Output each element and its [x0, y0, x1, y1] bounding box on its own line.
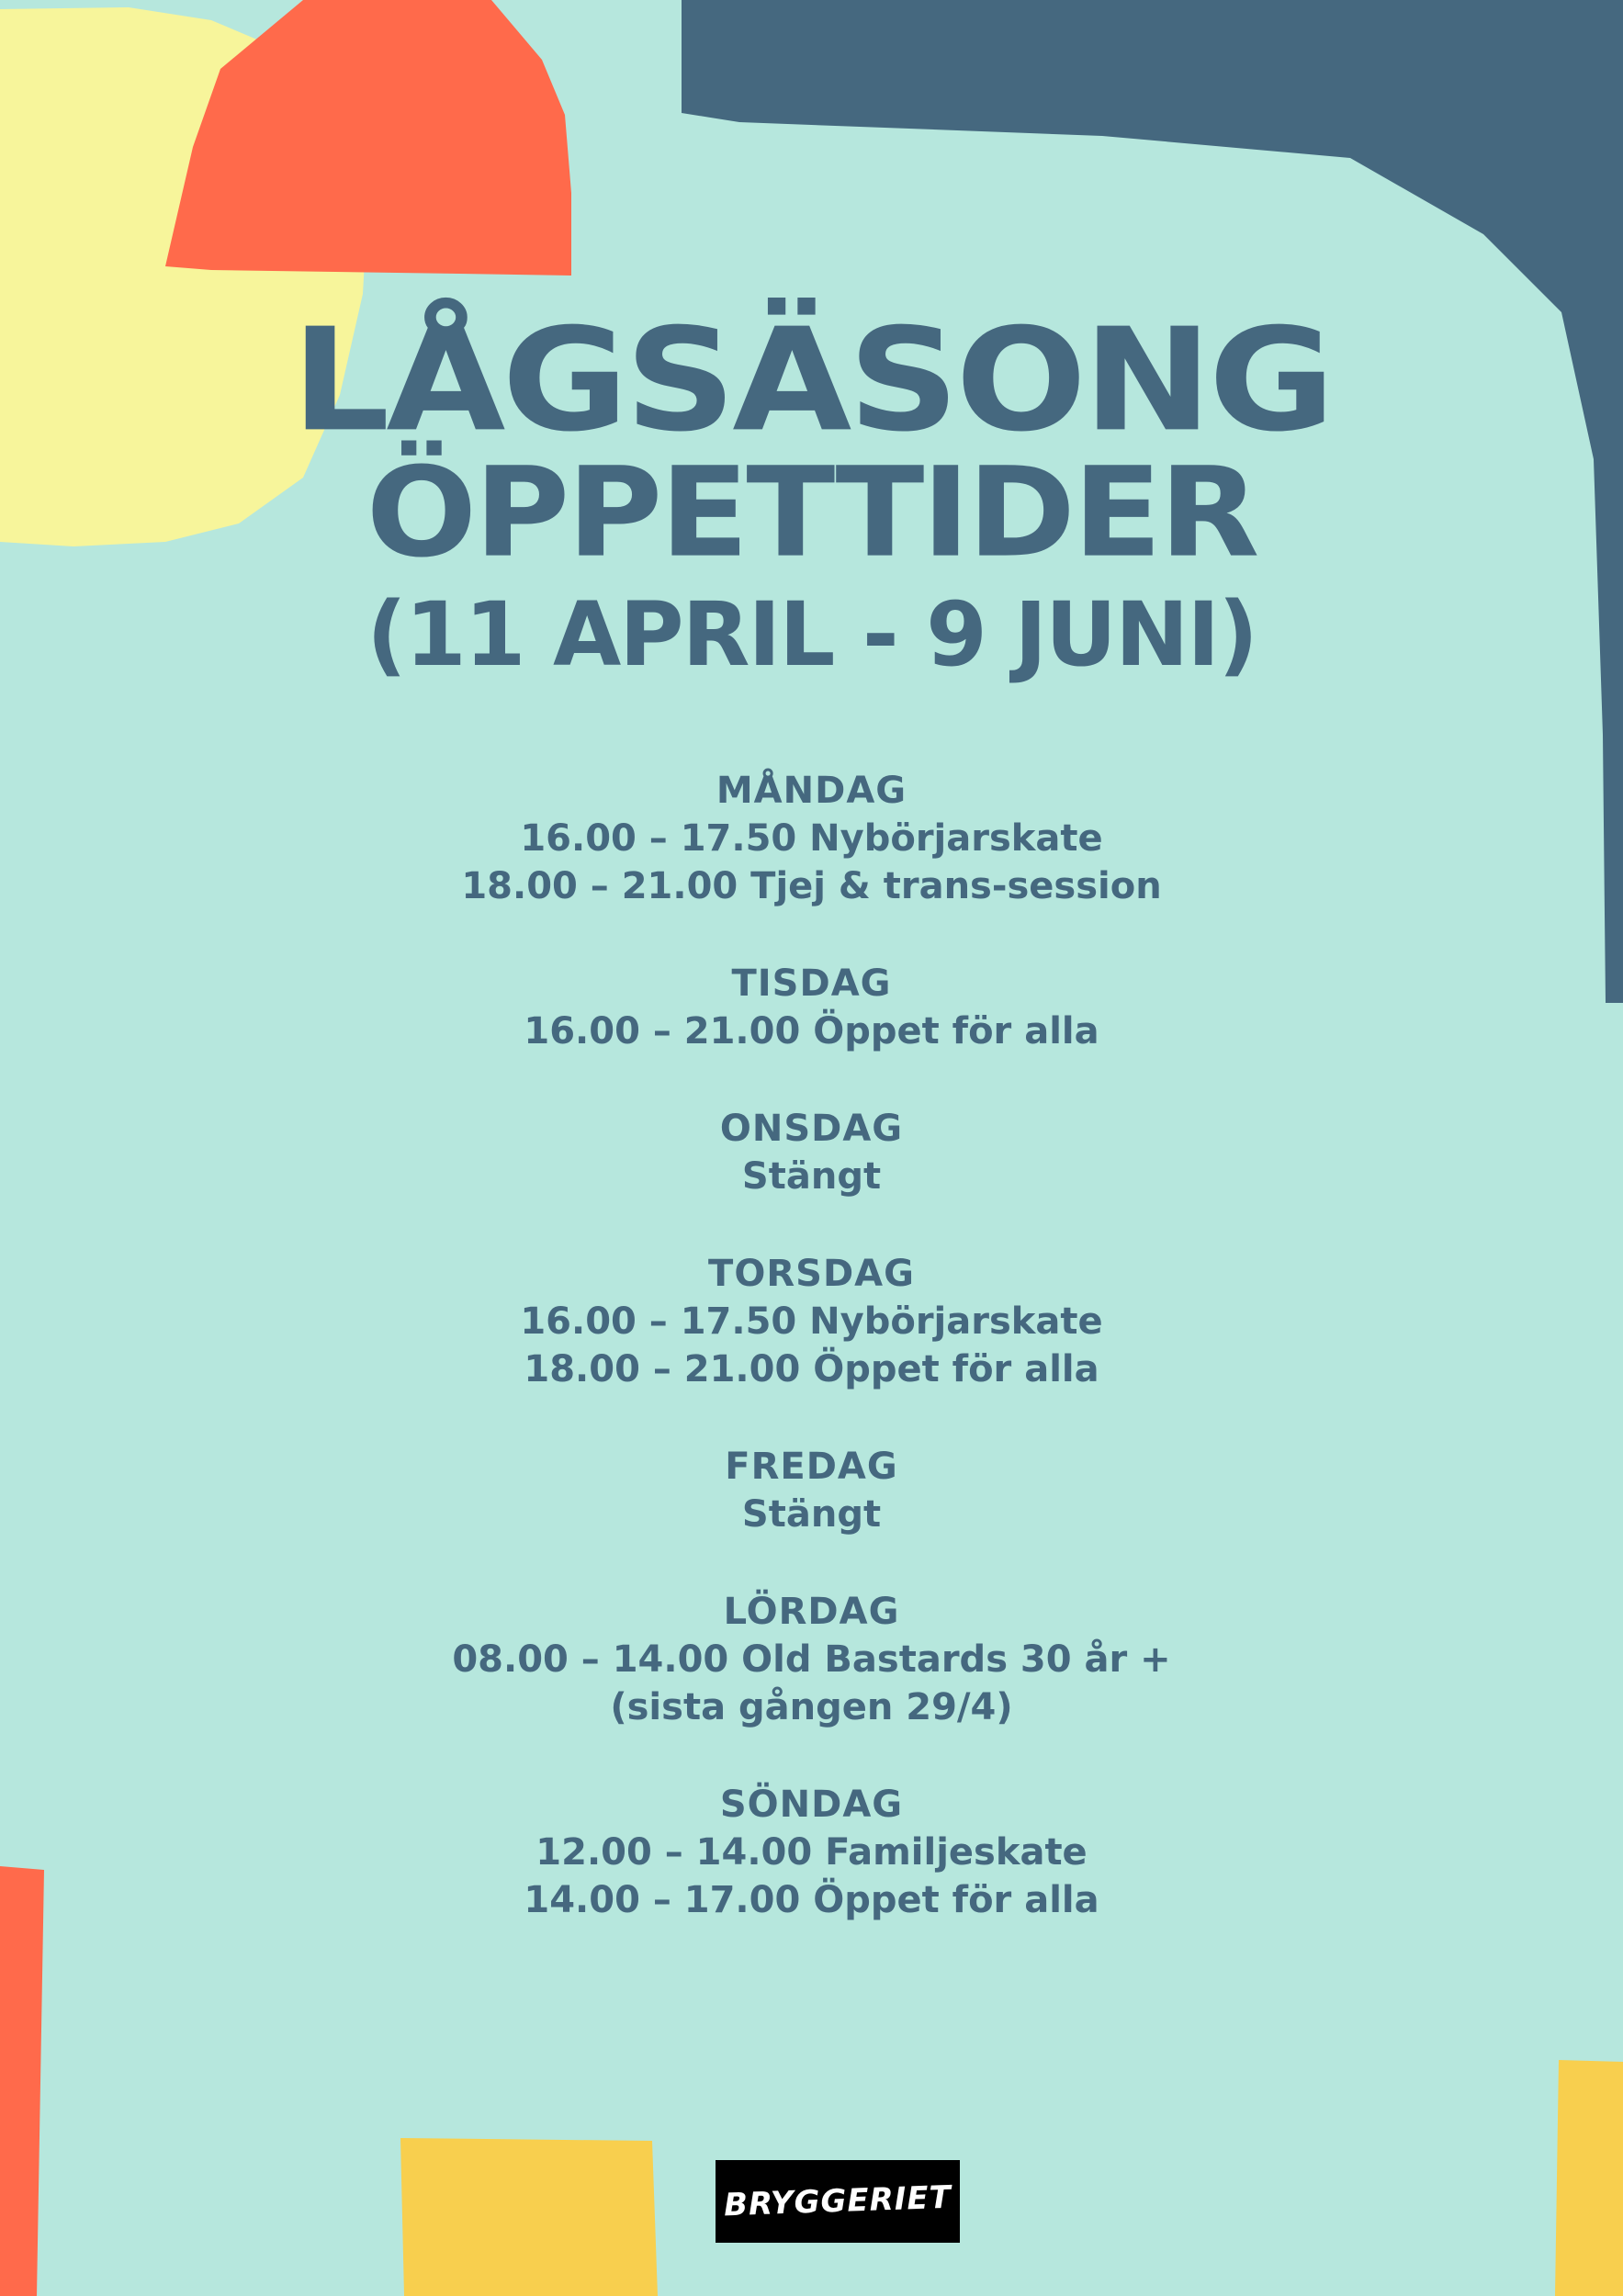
bryggeriet-logo [716, 2160, 960, 2243]
title-line-oppettider: ÖPPETTIDER [366, 441, 1257, 585]
day-name: ONSDAG [719, 1108, 904, 1150]
time-slot: 14.00 – 17.00 Öppet för alla [524, 1879, 1099, 1921]
day-block-tisdag [0, 960, 1623, 1055]
time-slot: 18.00 – 21.00 Tjej & trans-session [461, 865, 1162, 907]
day-name: LÖRDAG [723, 1591, 900, 1633]
day-block-onsdag [0, 1105, 1623, 1200]
time-slot: 12.00 – 14.00 Familjeskate [535, 1831, 1088, 1874]
time-slot: 18.00 – 21.00 Öppet för alla [524, 1348, 1099, 1390]
time-slot: Stängt [741, 1493, 882, 1536]
day-name: SÖNDAG [719, 1784, 904, 1826]
gold-block-right-shape [1555, 2060, 1623, 2296]
day-name: MÅNDAG [716, 770, 907, 812]
time-slot: 08.00 – 14.00 Old Bastards 30 år + [452, 1638, 1171, 1681]
day-name: TISDAG [731, 962, 892, 1005]
day-block-mandag [0, 767, 1623, 910]
day-name: TORSDAG [708, 1253, 915, 1295]
time-slot: 16.00 – 17.50 Nybörjarskate [520, 817, 1103, 860]
time-slot: 16.00 – 17.50 Nybörjarskate [520, 1300, 1103, 1343]
time-slot: (sista gången 29/4) [610, 1686, 1013, 1728]
title-line-lagsasong: LÅGSÄSONG [291, 297, 1332, 464]
time-slot: Stängt [741, 1155, 882, 1198]
logo-text: BRYGGERIET [723, 2178, 952, 2224]
date-range: (11 APRIL - 9 JUNI) [366, 583, 1257, 686]
gold-block-left-shape [400, 2138, 658, 2296]
time-slot: 16.00 – 21.00 Öppet för alla [524, 1010, 1099, 1052]
day-block-sondag [0, 1781, 1623, 1924]
day-block-fredag [0, 1443, 1623, 1538]
day-block-torsdag [0, 1250, 1623, 1393]
day-block-lordag [0, 1588, 1623, 1731]
day-name: FREDAG [725, 1446, 898, 1488]
schedule-list [0, 767, 1623, 1974]
